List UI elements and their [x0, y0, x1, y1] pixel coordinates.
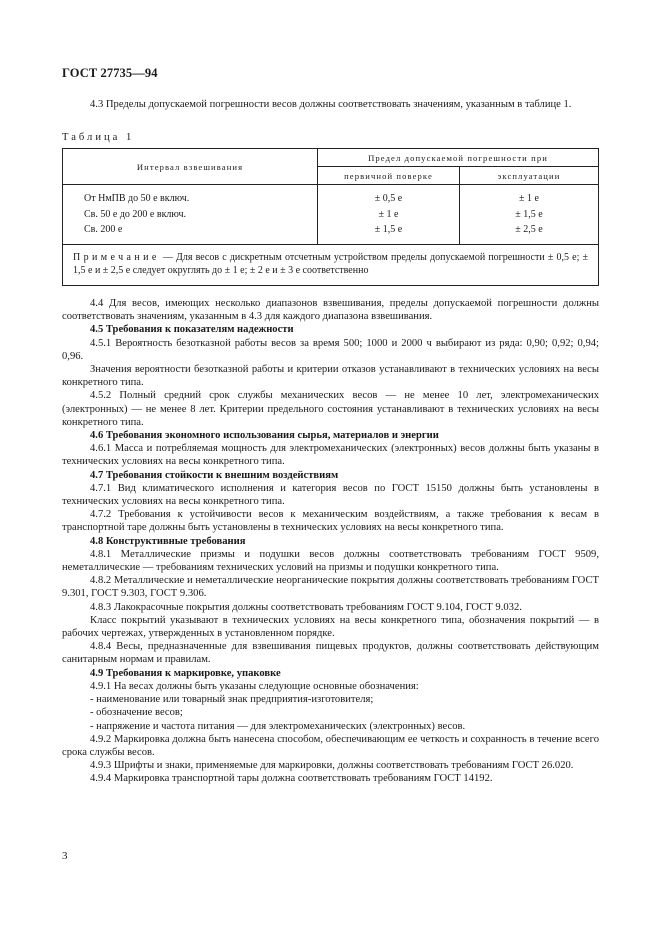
list-item-voltage: - напряжение и частота питания — для электромеханических (электронных) весов.: [90, 720, 466, 732]
table-cell-primary: [318, 185, 460, 245]
table-header-interval: Интервал взвешивания: [63, 149, 318, 185]
table-row-2-primary: ± 1 e: [378, 208, 399, 220]
heading-4-9: 4.9 Требования к маркировке, упаковке: [90, 667, 281, 679]
table-row-2-interval: Св. 50 e до 200 e включ.: [84, 208, 187, 220]
paragraph-4-8-3-b: Класс покрытий указывают в технических условиях на весы конкретного типа, обозначения покрытий — в рабочих чертежах, утвержденных в установленном порядке.: [62, 614, 599, 640]
table-row-2-operation: ± 1,5 e: [515, 208, 543, 220]
table-cell-operation: [460, 185, 599, 245]
paragraph-4-9-1: 4.9.1 На весах должны быть указаны следующие основные обозначения:: [90, 680, 419, 692]
paragraph-4-9-4: 4.9.4 Маркировка транспортной тары должна соответствовать требованиям ГОСТ 14192.: [90, 773, 493, 785]
paragraph-4-5-1: 4.5.1 Вероятность безотказной работы весов за время 500; 1000 и 2000 ч выбирают из ряда: 0,90; 0,92; 0,94; 0,96.: [62, 337, 599, 362]
heading-4-7: 4.7 Требования стойкости к внешним воздействиям: [90, 469, 339, 481]
heading-4-6: 4.6 Требования экономного использования сырья, материалов и энергии: [90, 430, 439, 442]
table-header-operation: эксплуатации: [460, 167, 599, 185]
table-note: [63, 244, 599, 285]
paragraph-4-8-1: 4.8.1 Металлические призмы и подушки весов должны соответствовать требованиям ГОСТ 9509, неметаллические — требованиям технических условий на призмы и подушки конкретного типа.: [62, 548, 599, 574]
paragraph-4-7-2: 4.7.2 Требования к устойчивости весов к механическим воздействиям, а также требования к весам в транспортной таре должны быть установлены в технических условиях на весы конкретного типа.: [62, 509, 599, 534]
table-row-1-interval: От НмПВ до 50 e включ.: [84, 193, 190, 204]
paragraph-4-6-1: 4.6.1 Масса и потребляемая мощность для электромеханических (электронных) весов должны быть указаны в технических условиях на весы конкретного типа.: [62, 443, 599, 468]
paragraph-4-8-3: 4.8.3 Лакокрасочные покрытия должны соответствовать требованиям ГОСТ 9.104, ГОСТ 9.032.: [90, 601, 522, 613]
list-item-name: - наименование или товарный знак предприятия-изготовителя;: [90, 694, 374, 706]
paragraph-4-4: 4.4 Для весов, имеющих несколько диапазонов взвешивания, пределы допускаемой погрешности должны соответствовать значениям, указанным в 4.3 для каждого диапазона взвешивания.: [62, 298, 599, 323]
table-header-primary: первичной поверке: [318, 167, 460, 185]
table-note-label: Примечание: [73, 251, 160, 263]
intro-text: [62, 98, 599, 111]
table-row-3-interval: Св. 200 e: [84, 224, 123, 235]
table-header-limits: Предел допускаемой погрешности при: [318, 149, 599, 167]
heading-4-5: 4.5 Требования к показателям надежности: [90, 324, 294, 336]
table-row-1-primary: ± 0,5 e: [374, 193, 403, 204]
table-caption: Таблица 1: [62, 132, 135, 143]
document-header: ГОСТ 27735—94: [62, 66, 158, 80]
table-row-3-primary: ± 1,5 e: [374, 224, 403, 235]
tolerance-table: [62, 148, 599, 286]
main-text: [62, 297, 599, 786]
table-row-3-operation: ± 2,5 e: [515, 224, 543, 235]
table-cell-intervals: [63, 185, 318, 245]
paragraph-4-8-2: 4.8.2 Металлические и неметаллические неорганические покрытия должны соответствовать требованиям ГОСТ 9.301, ГОСТ 9.303, ГОСТ 9.306.: [62, 575, 599, 600]
paragraph-4-5-1-b: Значения вероятности безотказной работы и критерии отказов устанавливают в технических условиях на весы конкретного типа.: [62, 364, 599, 389]
page-number: 3: [62, 850, 68, 862]
paragraph-4-3: 4.3 Пределы допускаемой погрешности весов должны соответствовать значениям, указанным в таблице 1.: [90, 99, 572, 110]
paragraph-4-5-2: 4.5.2 Полный средний срок службы механических весов — не менее 10 лет, электромеханических (электронных) — не менее 8 лет. Критерии предельного состояния устанавливают в технических условиях на весы конкретного типа.: [62, 390, 599, 428]
heading-4-8: 4.8 Конструктивные требования: [90, 535, 246, 547]
paragraph-4-9-3: 4.9.3 Шрифты и знаки, применяемые для маркировки, должны соответствовать требованиям ГОСТ 26.020.: [90, 760, 574, 772]
paragraph-4-7-1: 4.7.1 Вид климатического исполнения и категория весов по ГОСТ 15150 должны быть установлены в технических условиях на весы конкретного типа.: [62, 482, 599, 508]
table-row-1-operation: ± 1 e: [519, 193, 539, 204]
paragraph-4-8-4: 4.8.4 Весы, предназначенные для взвешивания пищевых продуктов, должны соответствовать действующим санитарным нормам и правилам.: [62, 641, 599, 666]
list-item-designation: - обозначение весов;: [90, 707, 183, 719]
paragraph-4-9-2: 4.9.2 Маркировка должна быть нанесена способом, обеспечивающим ее четкость и сохранность в течение всего срока службы весов.: [62, 733, 599, 758]
table-note-text: — Для весов с дискретным отсчетным устройством пределы допускаемой погрешности ± 0,5 e; ± 1,5 e и ± 2,5 e следует округлять до ± 1 e; ± 2 e и ± 3 e соответственно: [73, 251, 588, 276]
